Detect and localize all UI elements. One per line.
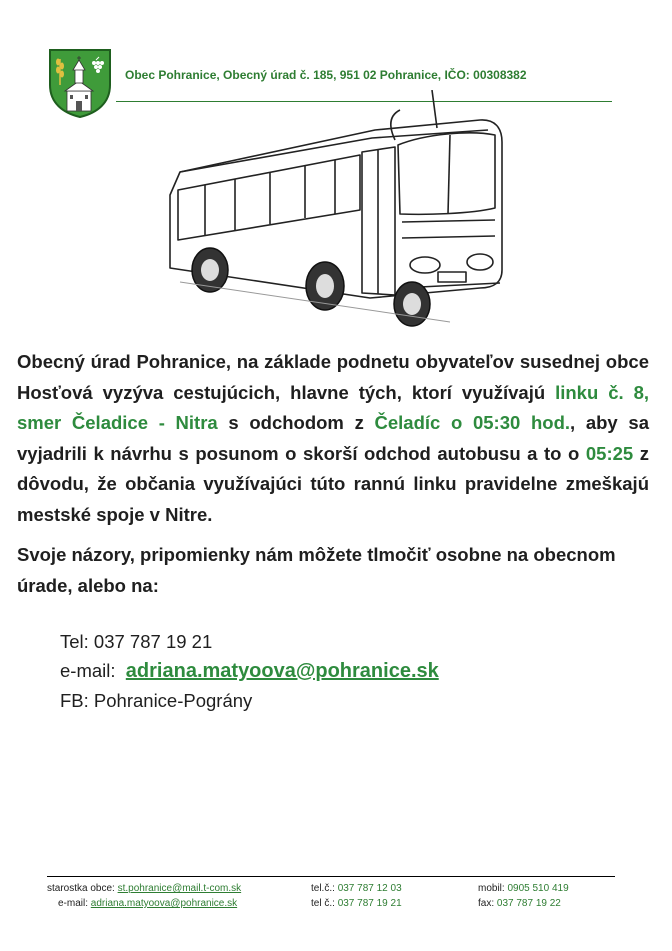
footer-divider [47,876,615,877]
footer-column-mobile-fax [478,881,569,911]
announcement-text: s odchodom z [217,412,375,434]
coat-of-arms-icon [47,47,113,119]
footer-fax-label: fax: [478,898,495,909]
announcement-text: Obecný úrad Pohranice, na základe podnetu obyvateľov susednej obce Hosťová vyzýva cestujúcich, hlavne tých, ktorí využívajú [17,351,649,403]
announcement-text: , aby sa vyjadrili k návrhu s posunom o skorší odchod autobusu a to o [17,412,649,464]
feedback-paragraph: Svoje názory, pripomienky nám môžete tlmočiť osobne na obecnom úrade, alebo na: [17,544,616,596]
footer-column-emails [47,881,241,911]
contact-block [60,627,439,715]
footer-mayor-email-link[interactable]: st.pohranice@mail.t-com.sk [117,883,242,894]
footer-tel2-label: tel č.: [311,898,335,909]
announcement-paragraph [17,347,649,531]
footer-tel1-label: tel.č.: [311,883,335,894]
footer-mobile: 0905 510 419 [507,883,569,894]
departure-time-highlight: Čeladíc o 05:30 hod. [374,412,571,434]
contact-facebook: FB: Pohranice-Pográny [60,690,253,711]
footer-column-phones [311,881,402,911]
proposed-time-highlight: 05:25 [585,442,634,464]
contact-email-row [60,656,439,686]
footer-email-link[interactable]: adriana.matyoova@pohranice.sk [90,898,238,909]
footer-email-label: e-mail: [58,898,89,909]
contact-email-link[interactable]: adriana.matyoova@pohranice.sk [125,660,439,682]
footer-tel1: 037 787 12 03 [337,883,402,894]
announcement-text: z dôvodu, že občania využívajúci túto rannú linku pravidelne zmeškajú mestské spoje v Nitre. [17,442,649,525]
bus-illustration-icon [150,90,525,330]
footer-mobile-label: mobil: [478,883,505,894]
bus-line-highlight: linku č. 8, smer Čeladice - Nitra [17,381,649,434]
footer-tel2: 037 787 19 21 [337,898,402,909]
footer-fax: 037 787 19 22 [496,898,561,909]
contact-email-label: e-mail: [60,660,116,681]
contact-phone: Tel: 037 787 19 21 [60,631,213,652]
footer-mayor-label: starostka obce: [47,883,115,894]
organization-header: Obec Pohranice, Obecný úrad č. 185, 951 02 Pohranice, IČO: 00308382 [125,68,527,82]
